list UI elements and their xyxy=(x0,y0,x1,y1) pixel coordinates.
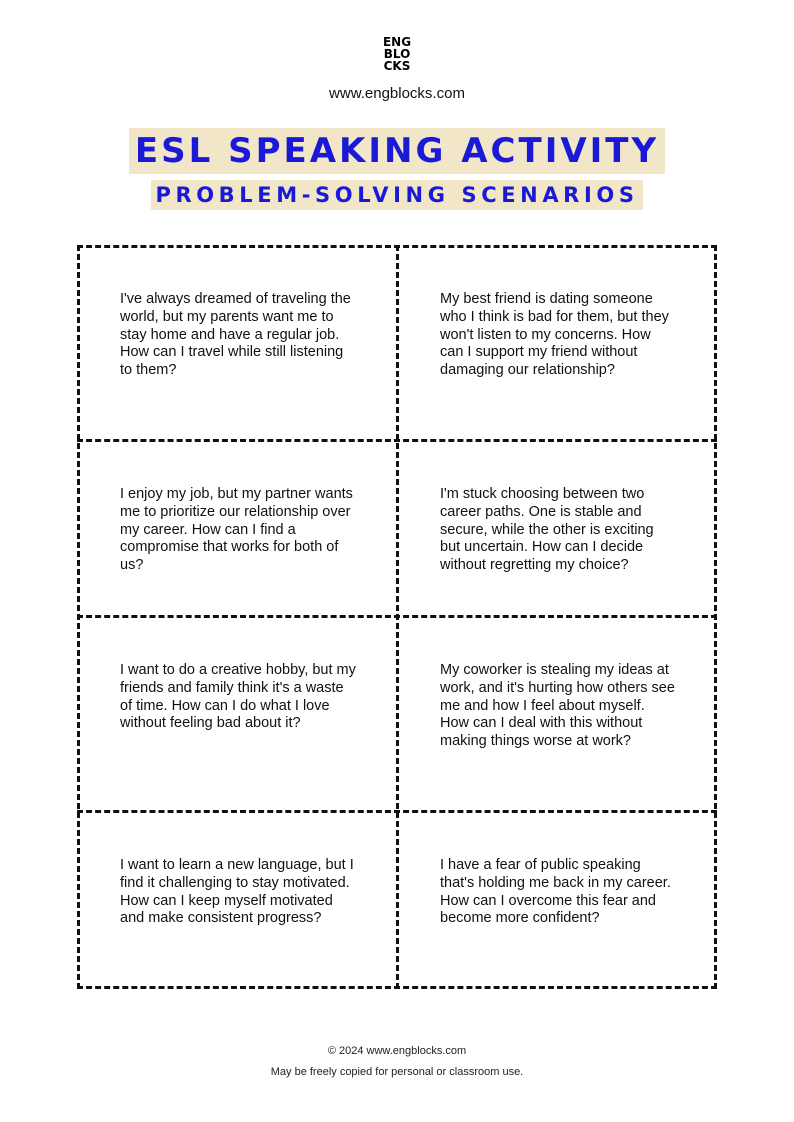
scenario-card-3: I enjoy my job, but my partner wants me to prioritize our relationship over my career. How can I find a compromise that works for both of us? xyxy=(120,486,353,574)
footer-license: May be freely copied for personal or classroom use. xyxy=(270,1066,524,1078)
page-subtitle: PROBLEM-SOLVING SCENARIOS xyxy=(151,180,642,210)
logo-line-2: BLO xyxy=(383,47,411,61)
engblocks-logo xyxy=(0,36,794,72)
scenario-card-8: I have a fear of public speaking that's holding me back in my career. How can I overcome this fear and become more confident? xyxy=(440,857,671,927)
scenario-card-4: I'm stuck choosing between two career paths. One is stable and secure, while the other is exciting but uncertain. How can I decide without regretting my choice? xyxy=(440,486,654,574)
scenario-card-6: My coworker is stealing my ideas at work, and it's hurting how others see me and how I feel about myself. How can I deal with this without making things worse at work? xyxy=(440,662,675,750)
grid-cut-line-1 xyxy=(77,439,717,442)
logo-line-3: CKS xyxy=(383,59,411,73)
grid-cut-line-3 xyxy=(77,810,717,813)
logo-line-1: ENG xyxy=(382,35,412,49)
scenario-card-7: I want to learn a new language, but I find it challenging to stay motivated. How can I keep myself motivated and make consistent progress? xyxy=(120,857,354,927)
page-title: ESL SPEAKING ACTIVITY xyxy=(129,128,665,174)
scenario-card-1: I've always dreamed of traveling the world, but my parents want me to stay home and have a regular job. How can I travel while still listening to them? xyxy=(120,291,351,379)
scenario-card-5: I want to do a creative hobby, but my friends and family think it's a waste of time. How can I do what I love without feeling bad about it? xyxy=(120,662,356,732)
scenario-card-2: My best friend is dating someone who I think is bad for them, but they won't listen to my concerns. How can I support my friend without damaging our relationship? xyxy=(440,291,669,379)
grid-cut-line-2 xyxy=(77,615,717,618)
site-url[interactable]: www.engblocks.com xyxy=(329,85,465,102)
footer-copyright: © 2024 www.engblocks.com xyxy=(327,1045,467,1057)
